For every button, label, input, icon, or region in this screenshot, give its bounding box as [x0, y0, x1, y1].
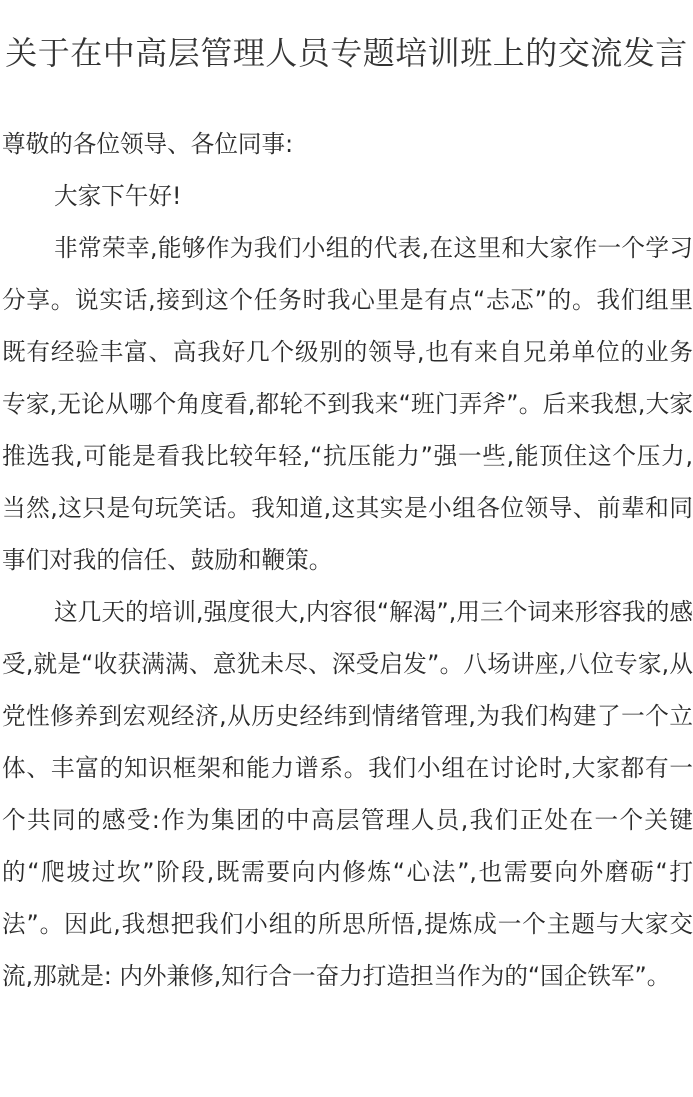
salutation: 尊敬的各位领导、各位同事:	[2, 130, 294, 158]
greeting: 大家下午好!	[54, 182, 182, 210]
paragraph-2: 这几天的培训,强度很大,内容很“解渴”,用三个词来形容我的感受,就是“收获满满、意犹未尽、深受启发”。八场讲座,八位专家,从党性修养到宏观经济,从历史经纬到情绪管理,为我们构建了一个立体、丰富的知识框架和能力谱系。我们小组在讨论时,大家都有一个共同的感受:作为集团的中高层管理人员,我们正处在一个关键的“爬坡过坎”阶段,既需要向内修炼“心法”,也需要向外磨砺“打法”。因此,我想把我们小组的所思所悟,提炼成一个主题与大家交流,那就是: 内外兼修,知行合一奋力打造担当作为的“国企铁军”。	[2, 598, 693, 990]
document-body	[0, 118, 693, 1002]
document-title: 关于在中高层管理人员专题培训班上的交流发言	[5, 34, 688, 72]
paragraph-1: 非常荣幸,能够作为我们小组的代表,在这里和大家作一个学习分享。说实话,接到这个任务时我心里是有点“忐忑”的。我们组里既有经验丰富、高我好几个级别的领导,也有来自兄弟单位的业务专家,无论从哪个角度看,都轮不到我来“班门弄斧”。后来我想,大家推选我,可能是看我比较年轻,“抗压能力”强一些,能顶住这个压力,当然,这只是句玩笑话。我知道,这其实是小组各位领导、前辈和同事们对我的信任、鼓励和鞭策。	[2, 234, 693, 574]
